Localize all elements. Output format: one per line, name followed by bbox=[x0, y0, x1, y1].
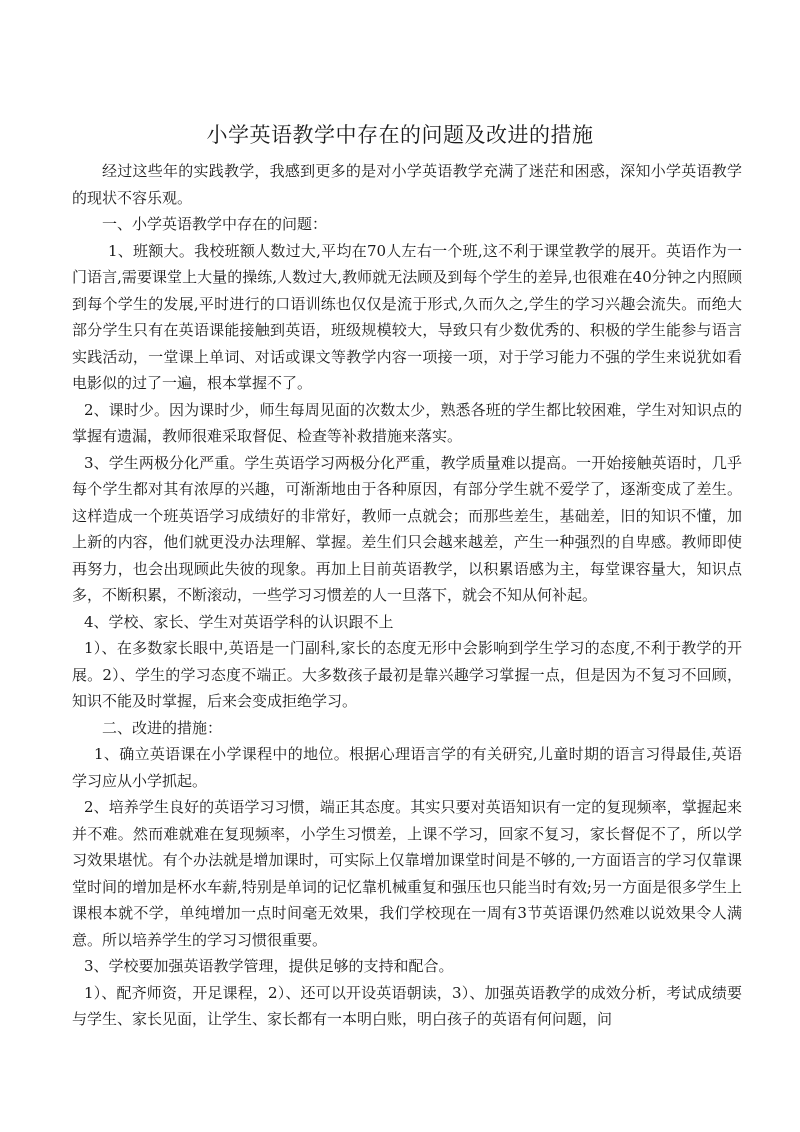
paragraph-measure-1: 1、确立英语课在小学课程中的地位。根据心理语言学的有关研究,儿童时期的语言习得最佳,英语学习应从小学抓起。 bbox=[72, 745, 742, 790]
document-body bbox=[72, 158, 742, 1033]
paragraph-problem-2: 2、课时少。因为课时少，师生每周见面的次数太少，熟悉各班的学生都比较困难，学生对知识点的掌握有遗漏，教师很难采取督促、检查等补救措施来落实。 bbox=[72, 400, 742, 445]
heading-problems: 一、小学英语教学中存在的问题： bbox=[102, 215, 328, 233]
heading-measures: 二、改进的措施： bbox=[102, 718, 223, 737]
paragraph-intro: 经过这些年的实践教学，我感到更多的是对小学英语教学充满了迷茫和困惑，深知小学英语教学的现状不容乐观。 bbox=[72, 162, 742, 207]
paragraph-measure-2: 2、培养学生良好的英语学习习惯，端正其态度。其实只要对英语知识有一定的复现频率，掌握起来并不难。然而难就难在复现频率，小学生习惯差，上课不学习，回家不复习，家长督促不了，所以学习效果堪忧。有个办法就是增加课时，可实际上仅靠增加课堂时间是不够的,一方面语言的学习仅靠课堂时间的增加是杯水车薪,特别是单词的记忆靠机械重复和强压也只能当时有效;另一方面是很多学生上课根本就不学，单纯增加一点时间毫无效果，我们学校现在一周有3节英语课仍然难以说效果令人满意。所以培养学生的学习习惯很重要。 bbox=[72, 798, 742, 949]
paragraph-measure-3: 3、学校要加强英语教学管理，提供足够的支持和配合。 bbox=[84, 957, 454, 975]
paragraph-problem-1: 1、班额大。我校班额人数过大,平均在70人左右一个班,这不利于课堂教学的展开。英语作为一门语言,需要课堂上大量的操练,人数过大,教师就无法顾及到每个学生的差异,也很难在40分钟之内照顾到每个学生的发展,平时进行的口语训练也仅仅是流于形式,久而久之,学生的学习兴趣会流失。而绝大部分学生只有在英语课能接触到英语，班级规模较大，导致只有少数优秀的、积极的学生能参与语言实践活动，一堂课上单词、对话或课文等教学内容一项接一项，对于学习能力不强的学生来说犹如看电影似的过了一遍，根本掌握不了。 bbox=[72, 241, 742, 392]
paragraph-problem-4-detail: 1）、在多数家长眼中,英语是一门副科,家长的态度无形中会影响到学生学习的态度,不利于教学的开展。2）、学生的学习态度不端正。大多数孩子最初是靠兴趣学习掌握一点，但是因为不复习不回顾，知识不能及时掌握，后来会变成拒绝学习。 bbox=[72, 639, 742, 710]
paragraph-problem-4: 4、学校、家长、学生对英语学科的认识跟不上 bbox=[84, 612, 394, 631]
paragraph-measure-3-detail: 1）、配齐师资，开足课程，2）、还可以开设英语朝读，3）、加强英语教学的成效分析，考试成绩要与学生、家长见面，让学生、家长都有一本明白账，明白孩子的英语有何问题，问 bbox=[72, 983, 742, 1028]
document-title: 小学英语教学中存在的问题及改进的措施 bbox=[206, 123, 594, 147]
paragraph-problem-3: 3、学生两极分化严重。学生英语学习两极分化严重，教学质量难以提高。一开始接触英语时，几乎每个学生都对其有浓厚的兴趣，可渐渐地由于各种原因，有部分学生就不爱学了，逐渐变成了差生。这样造成一个班英语学习成绩好的非常好，教师一点就会；而那些差生，基础差，旧的知识不懂，加上新的内容，他们就更没办法理解、掌握。差生们只会越来越差，产生一种强烈的自卑感。教师即使再努力，也会出现顾此失彼的现象。再加上目前英语教学，以积累语感为主，每堂课容量大，知识点多，不断积累，不断滚动，一些学习习惯差的人一旦落下，就会不知从何补起。 bbox=[72, 453, 742, 604]
